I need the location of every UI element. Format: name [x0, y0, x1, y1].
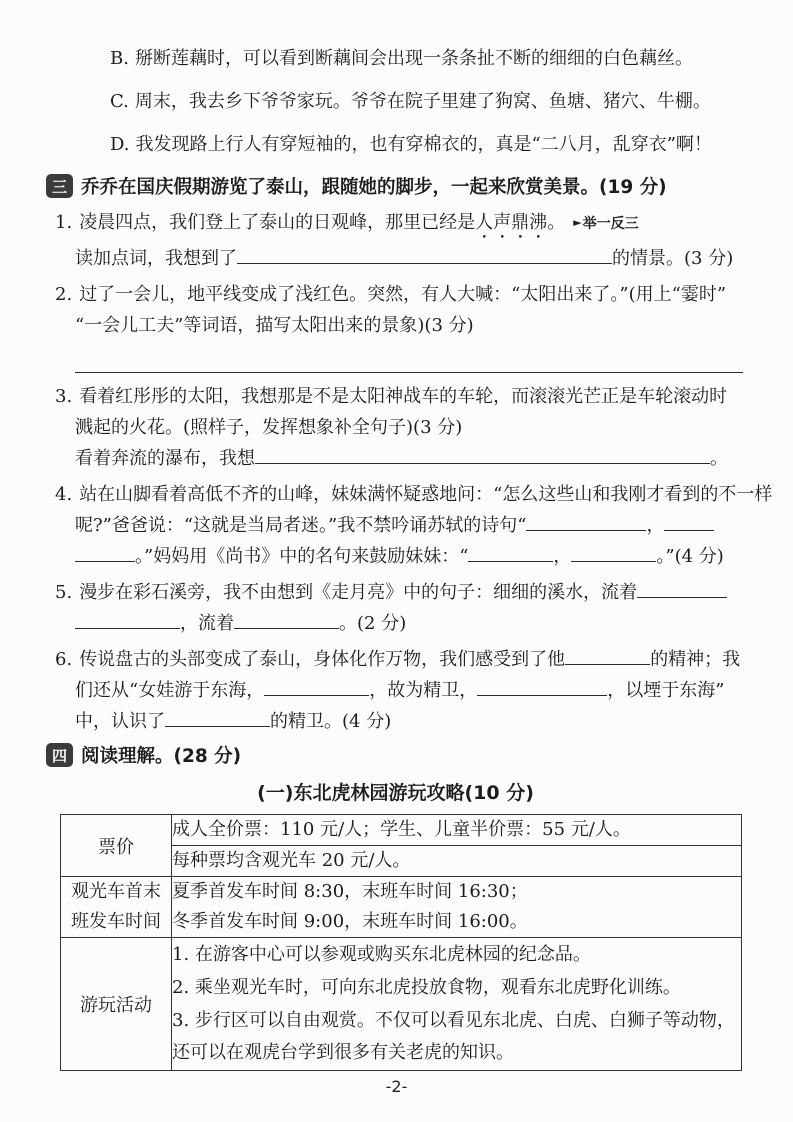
option-d-text: 我发现路上行人有穿短袖的，也有穿棉衣的，真是“二八月，乱穿衣”啊！	[135, 134, 712, 155]
question-3-text-1: 看着红彤彤的太阳，我想那是不是太阳神战车的车轮，而滚滚光芒正是车轮滚动时	[79, 386, 728, 407]
question-6-line-1	[55, 644, 745, 675]
question-6-line-1-pre: 传说盘古的头部变成了泰山，身体化作万物，我们感受到了他	[79, 649, 566, 670]
option-d	[110, 130, 745, 160]
question-2-text-2: “一会儿工夫”等词语，描写太阳出来的景象)(3 分)	[75, 315, 474, 336]
question-6-line-1-post: 的精神；我	[650, 649, 741, 670]
option-c-label: C.	[110, 91, 129, 112]
question-1-text: 凌晨四点，我们登上了泰山的日观峰，那里已经是	[79, 212, 476, 233]
question-4-line-3	[75, 541, 745, 572]
section-four-title: 阅读理解。(28 分)	[81, 746, 242, 767]
question-2	[46, 279, 745, 373]
option-d-label: D.	[110, 134, 130, 155]
question-5-line-2	[75, 608, 745, 639]
question-2-line-2	[75, 310, 745, 341]
blank-underline	[165, 712, 270, 727]
blank-underline	[255, 449, 710, 464]
bus-cell	[172, 877, 742, 938]
section-four-header	[46, 742, 745, 768]
price-cell-1: 成人全价票：110 元/人；学生、儿童半价票：55 元/人。	[172, 815, 742, 846]
blank-underline	[565, 650, 650, 665]
option-c-text: 周末，我去乡下爷爷家玩。爷爷在院子里建了狗窝、鱼塘、猪穴、牛棚。	[134, 91, 711, 112]
option-b	[110, 44, 745, 74]
blank-underline	[571, 547, 656, 562]
activity-item-3: 3. 步行区可以自由观赏。不仅可以看见东北虎、白虎、白狮子等动物，还可以在观虎台学到很多有关老虎的知识。	[172, 1010, 735, 1063]
bus-winter-line: 冬季首发车时间 9:00，末班车时间 16:00。	[172, 911, 528, 932]
question-1-line-1	[55, 207, 745, 243]
page-number: -2-	[385, 1077, 408, 1096]
question-4-number: 4.	[55, 484, 73, 505]
tiger-park-table	[60, 814, 742, 1071]
blank-underline	[526, 516, 646, 531]
question-3-line-3	[75, 443, 745, 474]
question-2-text-1: 过了一会儿，地平线变成了浅红色。突然，有人大喊：“太阳出来了。”(用上“霎时”	[79, 284, 727, 305]
option-b-label: B.	[110, 48, 129, 69]
analogy-tag-text: 举一反三	[582, 216, 639, 232]
bus-header-cell	[61, 877, 172, 938]
question-4-line-2-comma: ，	[646, 515, 665, 536]
bus-summer-line: 夏季首发车时间 8:30，末班车时间 16:30；	[172, 881, 528, 902]
blank-underline	[237, 249, 612, 264]
question-3-number: 3.	[55, 386, 73, 407]
question-4-line-1	[55, 479, 773, 510]
question-3-line-3-post: 。	[710, 448, 728, 469]
question-6-line-3-pre: 中，认识了	[75, 711, 165, 732]
analogy-tag	[573, 216, 638, 232]
section-four-badge-icon: 四	[46, 743, 73, 767]
section-three-header	[46, 173, 745, 199]
question-5-line-1	[55, 577, 745, 608]
question-3-line-2	[75, 412, 745, 443]
question-6	[46, 644, 745, 737]
activity-item-2: 2. 乘坐观光车时，可向东北虎投放食物，观看东北虎野化训练。	[172, 977, 681, 998]
emphasized-word: 人声鼎沸	[475, 212, 548, 233]
answer-line	[75, 343, 743, 373]
question-1-line-2	[75, 243, 745, 274]
question-1-number: 1.	[55, 212, 73, 233]
blank-underline	[477, 681, 607, 696]
blank-underline	[264, 681, 369, 696]
blank-underline	[468, 547, 553, 562]
question-6-line-2-post: ，以堙于东海”	[607, 680, 725, 701]
reading-passage-title: (一)东北虎林园游玩攻略(10 分)	[257, 782, 534, 804]
question-6-number: 6.	[55, 649, 73, 670]
activity-header-cell: 游玩活动	[61, 938, 172, 1071]
bus-header-line-2: 班发车时间	[71, 911, 161, 932]
question-4-text-1: 站在山脚看着高低不齐的山峰，妹妹满怀疑惑地问：“怎么这些山和我刚才看到的不一样	[79, 484, 773, 505]
option-b-text: 掰断莲藕时，可以看到断藕间会出现一条条扯不断的细细的白色藕丝。	[134, 48, 693, 69]
section-three-badge-icon: 三	[46, 174, 73, 198]
bus-header-line-1: 观光车首末	[71, 881, 161, 902]
pointer-arrow-icon: ►	[573, 216, 582, 229]
table-row-price-1	[61, 815, 742, 846]
question-6-line-2-pre: 们还从“女娃游于东海，	[75, 680, 265, 701]
activity-item-1: 1. 在游客中心可以参观或购买东北虎林园的纪念品。	[172, 944, 591, 965]
blank-underline	[75, 547, 135, 562]
question-1-line-2-pre: 读加点词，我想到了	[75, 248, 237, 269]
question-5-line-2-end: 。(2 分)	[339, 613, 407, 634]
question-3-line-3-pre: 看着奔流的瀑布，我想	[75, 448, 255, 469]
table-row-activity	[61, 938, 742, 1071]
option-c	[110, 87, 745, 117]
question-1-line-2-post: 的情景。(3 分)	[612, 248, 734, 269]
question-4-line-3-mid: 。”妈妈用《尚书》中的名句来鼓励妹妹：“	[135, 546, 469, 567]
question-3	[46, 381, 745, 474]
question-5	[46, 577, 745, 639]
question-5-line-1-pre: 漫步在彩石溪旁，我不由想到《走月亮》中的句子：细细的溪水，流着	[79, 582, 638, 603]
question-4-line-3-end: 。”(4 分)	[656, 546, 724, 567]
blank-underline	[637, 583, 727, 598]
blank-underline	[234, 614, 339, 629]
question-3-line-1	[55, 381, 745, 412]
question-3-text-2: 溅起的火花。(照样子，发挥想象补全句子)(3 分)	[75, 417, 463, 438]
blank-underline	[664, 516, 714, 531]
price-header-cell: 票价	[61, 815, 172, 877]
question-2-number: 2.	[55, 284, 73, 305]
question-4-line-3-comma: ，	[553, 546, 572, 567]
question-2-line-1	[55, 279, 745, 310]
section-three-title: 乔乔在国庆假期游览了泰山，跟随她的脚步，一起来欣赏美景。(19 分)	[81, 177, 667, 198]
question-6-line-3-post: 的精卫。(4 分)	[270, 711, 392, 732]
question-5-number: 5.	[55, 582, 73, 603]
question-6-line-2-mid: ，故为精卫，	[369, 680, 478, 701]
activity-cell	[172, 938, 742, 1071]
blank-underline	[75, 614, 180, 629]
table-row-bus	[61, 877, 742, 938]
price-cell-2: 每种票均含观光车 20 元/人。	[172, 846, 742, 877]
question-4-line-2	[75, 510, 745, 541]
question-4	[46, 479, 773, 572]
question-4-line-2-pre: 呢?”爸爸说：“这就是当局者迷。”我不禁吟诵苏轼的诗句“	[75, 515, 527, 536]
question-6-line-3	[75, 706, 745, 737]
question-6-line-2	[75, 675, 745, 706]
question-5-line-2-mid: ，流着	[180, 613, 234, 634]
question-1	[46, 207, 745, 274]
question-1-period: 。	[547, 212, 566, 233]
